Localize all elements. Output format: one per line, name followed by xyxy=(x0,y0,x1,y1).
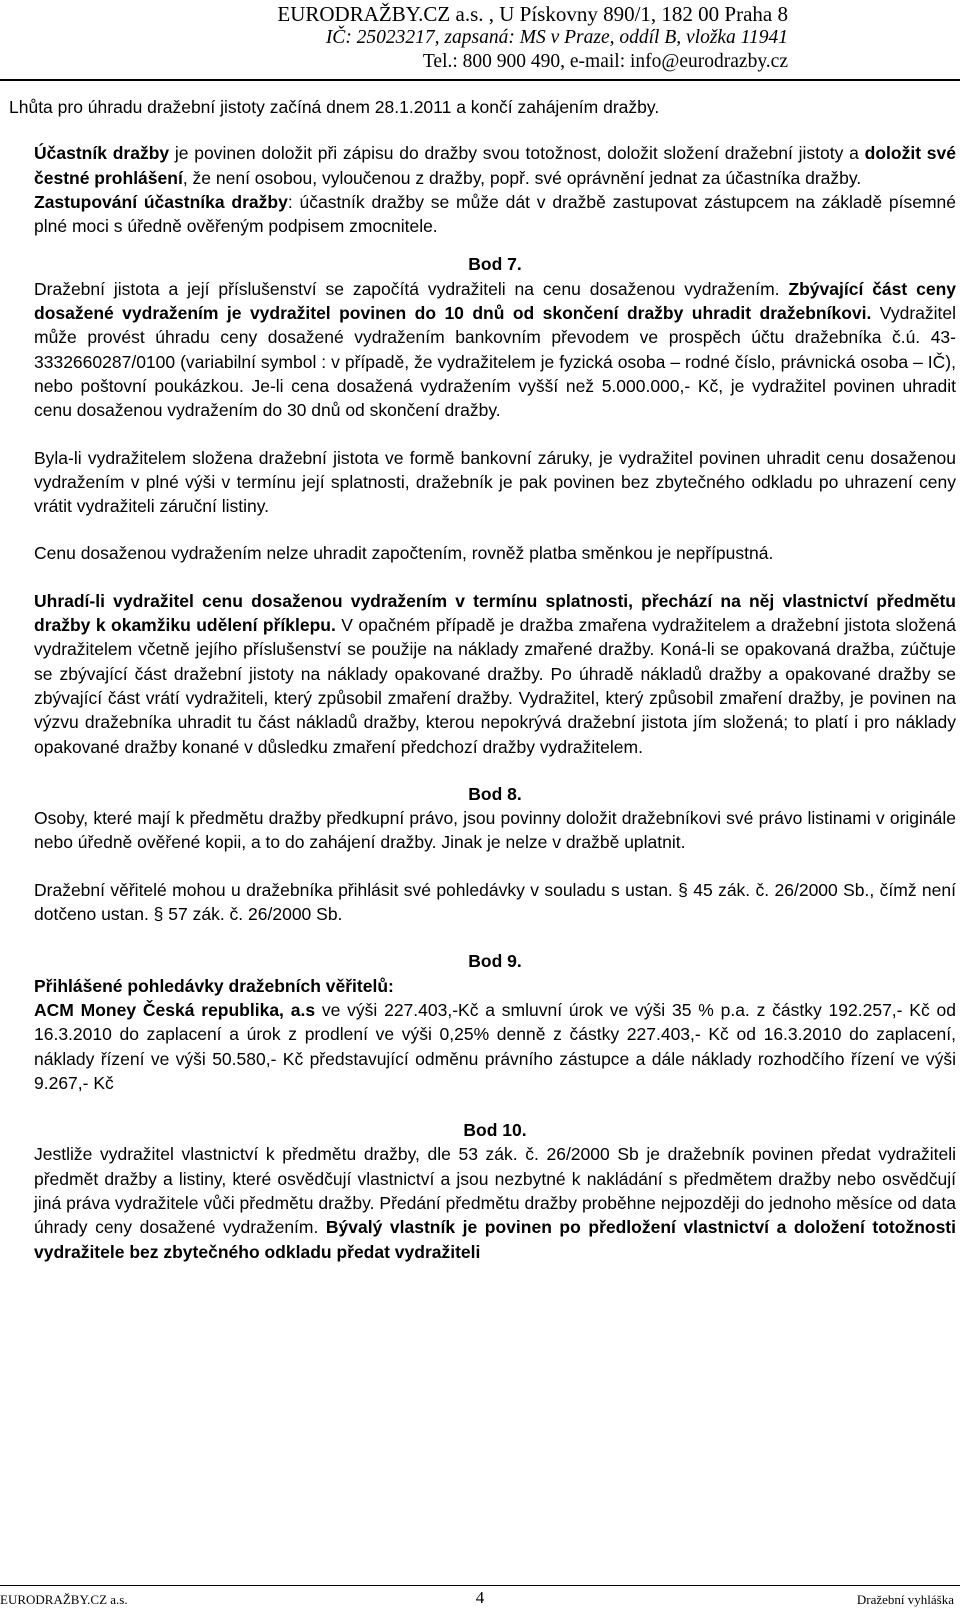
footer-company: EURODRAŽBY.CZ a.s. xyxy=(0,1592,128,1607)
paragraph-creditors: Dražební věřitelé mohou u dražebníka přihlásit své pohledávky v souladu s ustan. § 45 zák. č. 26/2000 Sb., čímž není dotčeno ustan. § 57 zák. č. 26/2000 Sb. xyxy=(34,879,956,925)
paragraph-no-offset: Cenu dosaženou vydražením nelze uhradit započtením, rovněž platba směnkou je nepřípustná. xyxy=(34,543,774,564)
paragraph-handover: Jestliže vydražitel vlastnictví k předmětu dražby, dle 53 zák. č. 26/2000 Sb je dražebník povinen předat vydražiteli předmět dražby a listiny, které osvědčují vlastnictví a jsou nezbytné k nakládání s předmětem dražby nebo osvědčují jiná práva vydražitele vůči předmětu dražby. Předání předmětu dražby proběhne nejpozději do jednoho měsíce od data úhrady ceny dosažené vydražením. Bývalý vlastník je povinen po předložení vlastnictví a doložení totožnosti vydražitele bez zbytečného odkladu předat vydražiteli xyxy=(34,1144,956,1262)
paragraph-creditor-claim: ACM Money Česká republika, a.s ve výši 227.403,-Kč a smluvní úrok ve výši 35 % p.a. z částky 192.257,- Kč od 16.3.2010 do zaplacení a úrok z prodlení ve výši 0,25% denně z částky 227.403,- Kč od 16.3.2010 do zaplacení, náklady řízení ve výši 50.580,- Kč představující odměnu právního zástupce a dále náklady rozhodčího řízení ve výši 9.267,- Kč xyxy=(34,999,956,1093)
paragraph-deposit-deadline: Lhůta pro úhradu dražební jistoty začíná dnem 28.1.2011 a končí zahájením dražby. xyxy=(9,97,660,117)
footer-document-title: Dražební vyhláška xyxy=(856,1592,954,1607)
section-participant xyxy=(34,141,956,1264)
creditors-heading: Přihlášené pohledávky dražebních věřitelů: xyxy=(34,975,394,996)
paragraph-representation: Zastupování účastníka dražby: účastník dražby se může dát v dražbě zastupovat zástupcem na základě písemné plné moci s úředně ověřeným podpisem zmocnitele. xyxy=(34,191,956,237)
footer-divider xyxy=(0,1585,960,1586)
paragraph-bank-guarantee: Byla-li vydražitelem složena dražební jistota ve formě bankovní záruky, je vydražitel povinen uhradit cenu dosaženou vydražením v plné výši v termínu její splatnosti, dražebník je pak povinen bez zbytečného odkladu po uhrazení ceny vrátit vydražiteli záruční listiny. xyxy=(34,447,956,517)
header-divider xyxy=(0,79,960,81)
bod9-title: Bod 9. xyxy=(468,951,522,972)
paragraph-payment: Dražební jistota a její příslušenství se započítá vydražiteli na cenu dosaženou vydražením. Zbývající část ceny dosažené vydražením je vydražitel povinen do 10 dnů od skončení dražby uhradit dražebníkovi. Vydražitel může provést úhradu ceny dosažené vydražením bankovním převodem ve prospěch účtu dražebníka č.ú. 43-3332660287/0100 (variabilní symbol : v případě, že vydražitelem je fyzická osoba – rodné číslo, právnická osoba – IČ), nebo poštovní poukázkou. Je-li cena dosažená vydražením vyšší než 5.000.000,- Kč, je vydražitel povinen uhradit cenu dosaženou vydražením do 30 dnů od skončení dražby. xyxy=(34,278,956,421)
letterhead xyxy=(0,2,960,74)
letterhead-registration: IČ: 25023217, zapsaná: MS v Praze, oddíl B, vložka 11941 xyxy=(325,27,788,48)
page-number: 4 xyxy=(475,1588,485,1607)
paragraph-participant-obligations: Účastník dražby je povinen doložit při zápisu do dražby svou totožnost, doložit složení dražební jistoty a doložit své čestné prohlášení, že není osobou, vyloučenou z dražby, popř. své oprávnění jednat za účastníka dražby. xyxy=(34,143,956,188)
bod10-title: Bod 10. xyxy=(463,1120,527,1141)
document-body xyxy=(9,95,957,1264)
letterhead-contact: Tel.: 800 900 490, e-mail: info@eurodrazby.cz xyxy=(422,51,788,72)
page-footer xyxy=(0,1588,960,1608)
paragraph-ownership-transfer: Uhradí-li vydražitel cenu dosaženou vydražením v termínu splatnosti, přechází na něj vlastnictví předmětu dražby k okamžiku udělení příklepu. V opačném případě je dražba zmařena vydražitelem a dražební jistota složená vydražitelem včetně jejího příslušenství se použije na náklady zmařené dražby. Koná-li se opakovaná dražba, zúčtuje se zbývající část dražební jistoty na náklady opakované dražby. Po úhradě nákladů dražby a opakované dražby se zbývající část vrátí vydražiteli, který způsobil zmaření dražby. Vydražitel, který způsobil zmaření dražby, je povinen na výzvu dražebníka uhradit tu část nákladů dražby, kterou nepokrývá dražební jistota jím složená; to platí i pro náklady opakované dražby konané v důsledku zmaření předchozí dražby vydražitelem. xyxy=(34,590,956,757)
letterhead-company: EURODRAŽBY.CZ a.s. , U Pískovny 890/1, 182 00 Praha 8 xyxy=(277,2,788,26)
bod8-title: Bod 8. xyxy=(468,783,522,804)
paragraph-preemption: Osoby, které mají k předmětu dražby předkupní právo, jsou povinny doložit dražebníkovi své právo listinami v originále nebo úředně ověřené kopii, a to do zahájení dražby. Jinak je nelze v dražbě uplatnit. xyxy=(34,808,956,853)
bod7-title: Bod 7. xyxy=(468,254,522,275)
